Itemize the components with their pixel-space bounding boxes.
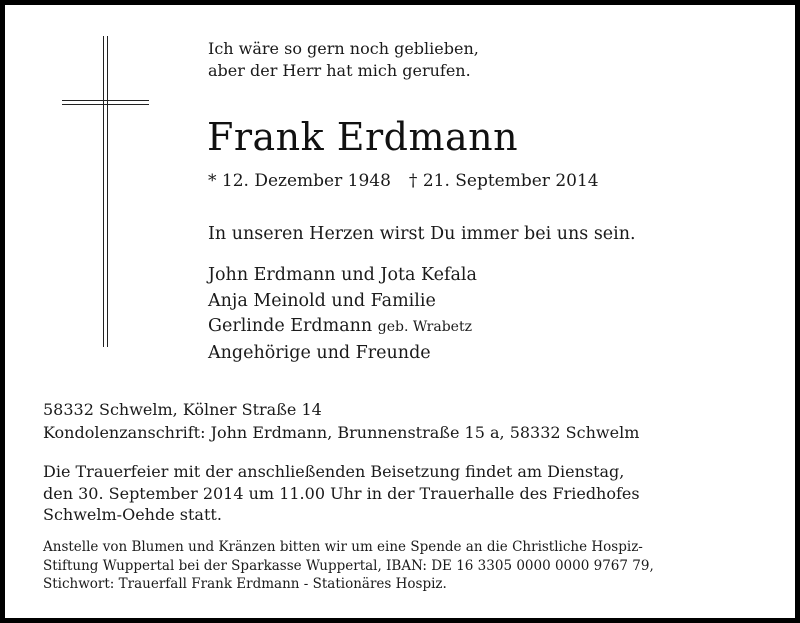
- donation-line: Anstelle von Blumen und Kränzen bitten wir um eine Spende an die Christliche Hospiz-: [43, 539, 643, 555]
- address-block: [43, 398, 639, 444]
- quote-line: aber der Herr hat mich gerufen.: [208, 61, 471, 80]
- quote-line: Ich wäre so gern noch geblieben,: [208, 39, 479, 58]
- mourner-entry: John Erdmann und Jota Kefala: [208, 265, 477, 285]
- condolence-address: Kondolenzanschrift: John Erdmann, Brunnenstraße 15 a, 58332 Schwelm: [43, 423, 640, 442]
- ceremony-info: [43, 461, 640, 526]
- mourner-entry: Anja Meinold und Familie: [208, 290, 436, 311]
- mourner-birth-name: geb. Wrabetz: [377, 319, 472, 335]
- mourner-entry: [208, 314, 477, 341]
- ceremony-line: Die Trauerfeier mit der anschließenden Beisetzung findet am Dienstag,: [43, 462, 625, 481]
- ceremony-line: Schwelm-Oehde statt.: [43, 505, 222, 524]
- death-date: † 21. September 2014: [408, 171, 599, 191]
- donation-request: [43, 538, 654, 594]
- mourner-entry: Angehörige und Freunde: [208, 342, 431, 363]
- donation-line: Stichwort: Trauerfall Frank Erdmann - Stationäres Hospiz.: [43, 576, 447, 592]
- mourners-list: [208, 263, 477, 366]
- mourner-name: Gerlinde Erdmann: [208, 316, 373, 336]
- ceremony-line: den 30. September 2014 um 11.00 Uhr in der Trauerhalle des Friedhofes: [43, 483, 640, 503]
- memorial-motto: In unseren Herzen wirst Du immer bei uns sein.: [208, 224, 636, 244]
- donation-line: Stiftung Wuppertal bei der Sparkasse Wuppertal, IBAN: DE 16 3305 0000 0000 9767 79,: [43, 557, 654, 574]
- deceased-name: Frank Erdmann: [207, 115, 519, 159]
- life-dates: [208, 169, 599, 193]
- residence-address: 58332 Schwelm, Kölner Straße 14: [43, 400, 322, 419]
- farewell-quote: [208, 38, 479, 82]
- birth-date: * 12. Dezember 1948: [208, 171, 391, 191]
